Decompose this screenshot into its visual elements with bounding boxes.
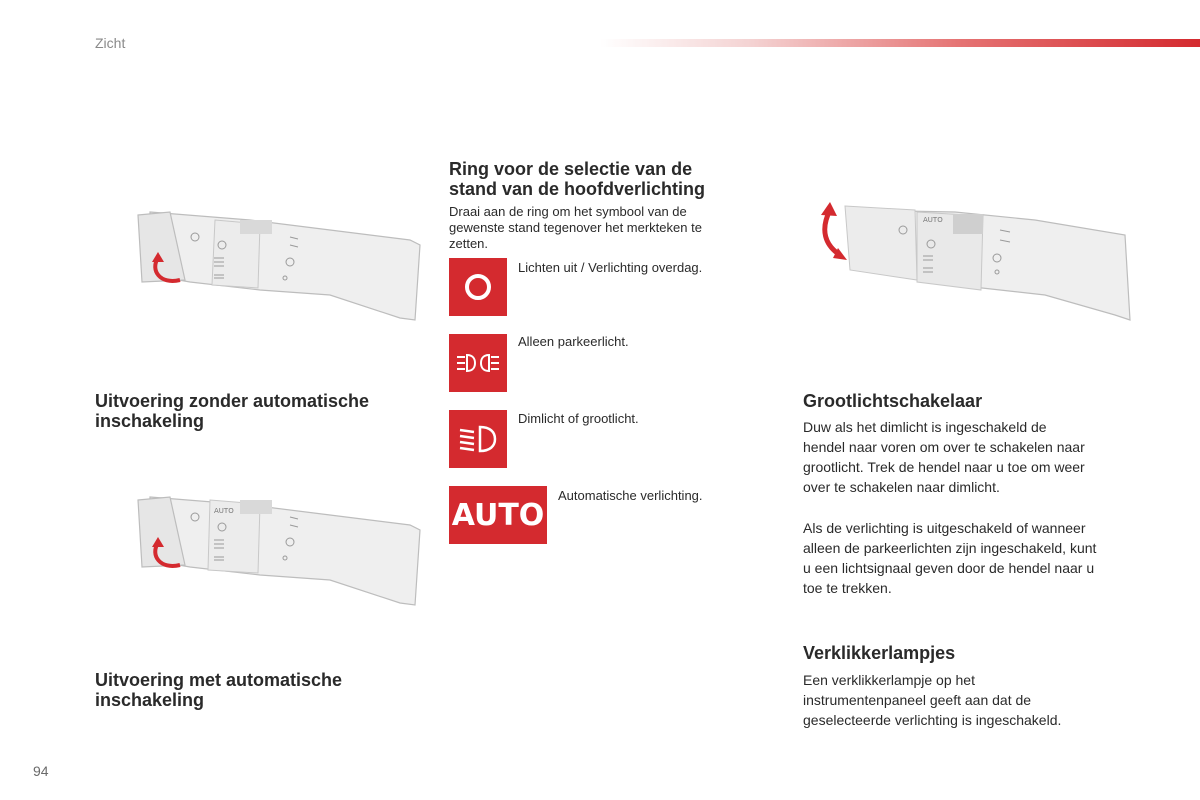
mode-label-parking: Alleen parkeerlicht. [518,334,629,349]
parking-lights-icon [449,334,507,392]
high-beam-para-1: Duw als het dimlicht is ingeschakeld de hendel naar voren om over te schakelen naar grootlicht. Trek de hendel naar u toe om weer over te schakelen naar dimlicht. [803,419,1085,495]
header-accent-bar [600,39,1200,47]
section-title: Zicht [95,35,126,51]
indicator-heading: Verklikkerlampjes [803,643,956,663]
mode-label-auto: Automatische verlichting. [558,488,703,503]
high-beam-para-2: Als de verlichting is uitgeschakeld of wanneer alleen de parkeerlichten zijn ingeschakeld, kunt u een lichtsignaal geven door de hendel naar u toe te trekken. [803,520,1097,596]
stalk-illustration-auto [130,485,425,625]
stalk-auto-text-right: AUTO [923,216,943,224]
stalk-illustration-high-beam [805,190,1135,330]
auto-icon-text: AUTO [451,497,545,533]
auto-lighting-icon [449,486,547,544]
mode-label-headlights: Dimlicht of grootlicht. [518,411,639,426]
page-number: 94 [33,763,49,779]
mode-label-off: Lichten uit / Verlichting overdag. [518,260,703,275]
variant-heading-auto: Uitvoering met automatische inschakeling [95,670,343,710]
stalk-illustration-manual [130,200,425,340]
high-beam-heading: Grootlichtschakelaar [803,391,983,411]
stalk-auto-text: AUTO [214,507,234,515]
ring-intro: Draai aan de ring om het symbool van de gewenste stand tegenover het merkteken te zetten. [449,204,702,251]
variant-heading-manual: Uitvoering zonder automatische inschakeling [95,391,370,431]
indicator-text: Een verklikkerlampje op het instrumentenpaneel geeft aan dat de geselecteerde verlichting is ingeschakeld. [803,672,1062,728]
headlights-icon [449,410,507,468]
ring-heading: Ring voor de selectie van de stand van de hoofdverlichting [449,159,706,199]
lights-off-icon [449,258,507,316]
